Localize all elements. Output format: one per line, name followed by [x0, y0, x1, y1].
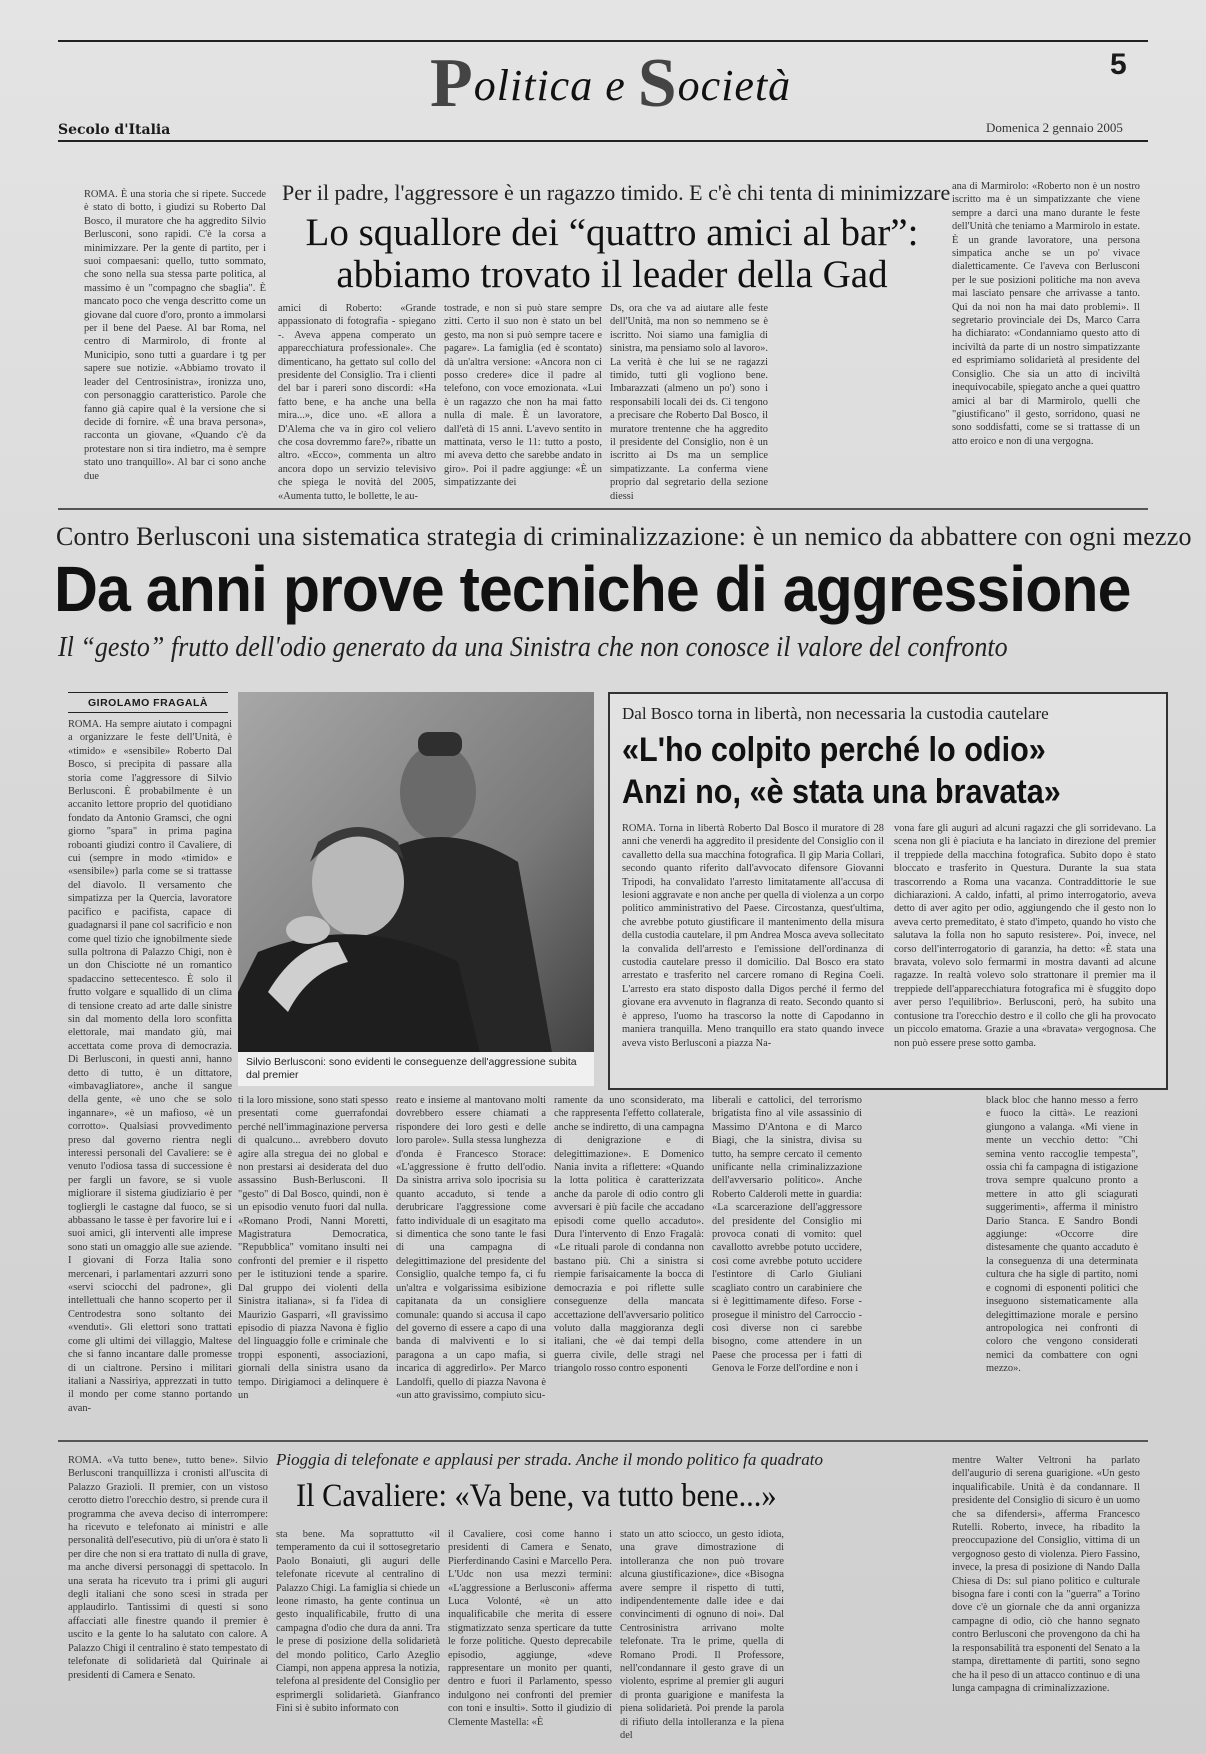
- story1-headline-line-2: abbiamo trovato il leader della Gad: [336, 253, 888, 296]
- main-column-1: ROMA. Ha sempre aiutato i compagni a organizzare le feste dell'Unità, è «timido» e «sensibile» Roberto Dal Bosco, si precipita di passare alla storia come l'aggressore di Silvio Berlusconi. È probabilmente è un accanito lettore proprio del quotidiano fondato da Antonio Gramsci, che ogni giorno "spara" in prima pagina roboanti giudizi contro il Cavaliere, di cui (sempre in modo «timido» e «sensibile») parla come se si trattasse del diavolo. Il versamento che simpatizza per la Quercia, lavoratore pacifico e pacifista, capace di guadagnarsi il pane col sacrificio e non come quel tizio che ignobilmente siede sulla poltrona di Palazzo Chigi, non è un don Chisciotte né un romantico spadaccino settecentesco. È solo il frutto volgare e squallido di un clima di tensione creato ad arte dalle sinistre sin dal momento della loro sconfitta elettorale, mai mandato giù, mai accettata come prova di democrazia. Di Berlusconi, in questi anni, hanno detto di tutto, è un dittatore, «imbavagliatore», anche il sangue della gente, «è uno che se solo ingannare», «è un mafioso, «è un corrotto». Qualsiasi provvedimento preso dal governo rientra negli interessi personali del Cavaliere: se è venuto l'odiosa tassa di successione è per fargli un favore, se si vuole migliorare il sistema giudiziario è per togliergli le castagne dal fuoco, se si abbassano le tasse è per favorire lui e i suoi amici, gli interventi alle imprese sono stati un omaggio alle sue aziende. I giovani di Forza Italia sono mercenari, i parlamentari azzurri sono «servi sciocchi del padrone», gli intellettuali che hanno scoperto per il Centrodestra sono soltanto dei «venduti». Gli elettori sono trattati come gli ultimi dei villaggio, Maltese che si fanno incantare dalle promesse di un cialtrone. Persino i militari italiani a Nassiriya, apprezzati in tutto il mondo per come stanno portando avan-: [68, 719, 232, 1414]
- main-subhead: Il “gesto” frutto dell'odio generato da una Sinistra che non conosce il valore del confronto: [58, 632, 1008, 663]
- author-rule-bottom: [68, 712, 228, 713]
- main-superhead: Contro Berlusconi una sistematica strategia di criminalizzazione: è un nemico da abbattere con ogni mezzo: [56, 522, 1192, 551]
- author-rule: [68, 692, 228, 693]
- story1-column-3: tostrade, e non si può stare sempre zitti. Certo il suo non è stato un bel gesto, ma non si può sempre tacere e pagare». La famiglia (ed è scontato) dà un'altra versione: «Ancora non ci posso credere» dice il padre al telefono, con voce emozionata. «Lui è un ragazzo che non ha mai fatto nulla di male. È un lavoratore, dall'età di 15 anni. L'avevo sentito in mattinata, verso le 11: tutto a posto, mi aveva detto che sarebbe andato in giro». Poi il padre aggiunge: «È un simpatizzante dei: [444, 303, 602, 489]
- photo-image: [238, 692, 594, 1086]
- story3-column-4: stato un atto sciocco, un gesto idiota, una grave dimostrazione di intolleranza che non può trovare alcuna giustificazione», dice «Bisogna avere sempre il rispetto di tutti, indipendentemente dalle idee e dai convincimenti di ognuno di noi». Dal Centrosinistra arrivano molte telefonate. Tra le prime, quella di Romano Prodi. Il Professore, nell'condannare il gesto grave di un violento, esprime al premier gli auguri di pronta guarigione e manifesta la piena solidarietà. Poi prende la parola di rifiuto della intolleranza e la piena del: [620, 1529, 784, 1742]
- box-column-1: ROMA. Torna in libertà Roberto Dal Bosco il muratore di 28 anni che venerdì ha aggredito il presidente del Consiglio con il cavalletto della sua macchina fotografica. Il gip Maria Collari, secondo quanto riferito dall'avvocato difensore Giovanni Tripodi, ha convalidato l'arresto limitatamente all'accusa di lesioni aggravate e non anche per quella di violenza a un corpo politico amministrativo del Paese. Circostanza, quest'ultima, che avrebbe potuto giustificare il mantenimento della misura della custodia cautelare, il pm Andrea Mosca aveva sollecitato la convalida dell'arresto e l'emissione dell'ordinanza di custodia cautelare presso il domicilio. Dal Bosco era stato arrestato e trasferito nel carcere romano di Regina Coeli. L'arresto era stato disposto dalla Digos perché il fermo del giovane era avvenuto in flagranza di reato. Secondo quanto si è appreso, l'uomo ha trascorso la notte di Capodanno in maniera tranquilla. Meno tranquillo era stato quando invece aveva visto Berlusconi a piazza Na-: [622, 823, 884, 1049]
- main-column-4: ramente da uno sconsiderato, ma che rappresenta l'effetto collaterale, anche se indiretto, di una campagna di denigrazione e di delegittimazione». E Domenico Nania invita a riflettere: «Quando la lotta politica è caratterizzata anche da parole di odio contro gli avversari è più facile che accadano episodi come quello accaduto». Dura l'intervento di Enzo Fragalà: «Le rituali parole di condanna non bastano più. Chi a sinistra si riempie farisaicamente la bocca di democrazia e poi riflette sulle conseguenze della mancata accettazione dell'avversario politico voluto dalla maggioranza degli italiani, che «è dai tempi della guerra civile, delle stragi nel triangolo rosso contro esponenti: [554, 1095, 704, 1375]
- box-headline-line-1: «L'ho colpito perché lo odio»: [622, 731, 1046, 769]
- story1-bottom-rule: [58, 508, 1148, 510]
- main-column-5: liberali e cattolici, del terrorismo brigatista fino al vile assassinio di Massimo D'Antona e di Marco Biagi, che la sinistra, divisa su tutto, ha sempre cercato il cemento unificante nella criminalizzazione dell'avversario politico». Anche Roberto Calderoli mette in guardia: «La scarcerazione dell'aggressore del presidente del Consiglio mi provoca conati di vomito: quel cavallotto avrebbe potuto uccidere, così come avrebbe potuto uccidere l'estintore di Carlo Giuliani scagliato contro un carabiniere che si è legittimamente difeso. Forse - prosegue il ministro del Carroccio - così diverse non ci sarebbe bisogno, come attendere in un Paese che processa per i fatti di Genova le Forze dell'ordine e non i: [712, 1095, 862, 1375]
- story1-column-2: amici di Roberto: «Grande appassionato di fotografia - spiegano -. Aveva appena comperato un apparecchiatura professionale». Che dimenticano, ha gettato sul collo del presidente del Consiglio. Tra i clienti del bar i pareri sono discordi: «Ha fatto bene, e ha anche una bella mira...», dice uno. «E allora a D'Alema che va in giro col veliero che cosa dovremmo fare?», ribatte un altro. «Ecco», commenta un altro ancora dopo un servizio televisivo che spiega le novità del 2005, «Aumenta tutto, le bollette, le au-: [278, 303, 436, 502]
- story3-column-3: il Cavaliere, così come hanno i presidenti di Camera e Senato, Pierferdinando Casini e Marcello Pera. L'Udc non usa mezzi termini: «L'aggressione a Berlusconi» afferma Luca Volonté, «è un atto inqualificabile che merita di essere stigmatizzato senza sperticare da tutte le forze politiche. Questo deprecabile episodio, aggiunge, «deve rappresentare un monito per quanti, dentro e fuori il Parlamento, spesso indulgono nei confronti del premier con toni e insulti». Sotto il giudizio di Clemente Mastella: «È: [448, 1529, 612, 1728]
- story3-column-1: ROMA. «Va tutto bene», tutto bene». Silvio Berlusconi tranquillizza i cronisti all'uscita di Palazzo Grazioli. Il premier, con un vistoso cerotto dietro l'orecchio destro, si prende cura il programma che aveva deciso di interrompere: ha ricevuto e telefonato ai ministri e alle personalità dell'esecutivo, più di un'ora è stato lì per dire che non si era trattato di nulla di grave, ma anche diversi personaggi di spettacolo. In una serata ha ricevuto tra i primi gli auguri degli italiani che sono scesi in strada per applaudirlo. Tantissimi di questi si sono affacciati alle finestre quando il premier è uscito e la gente lo ha salutato con calore. A Palazzo Chigi il centralino è stato tempestato di telefonate di solidarietà dal Quirinale ai presidenti di Camera e Senato.: [68, 1455, 268, 1681]
- story1-headline-line-1: Lo squallore dei “quattro amici al bar”:: [305, 211, 919, 254]
- berlusconi-photo: [238, 692, 594, 1086]
- story1-headline: [282, 212, 942, 296]
- story3-headline: Il Cavaliere: «Va bene, va tutto bene...»: [296, 1478, 777, 1514]
- main-column-3: reato e insieme al mantovano molti dovrebbero essere chiamati a rispondere dei loro gesti e delle loro parole». Sulla stessa lunghezza d'onda è Francesco Storace: «L'aggressione è frutto dell'odio. Da sinistra arriva solo ipocrisia su quanto accaduto, si tende a derubricare l'aggressione come fatto individuale di un esagitato ma si dimentica che sono tante le fasi di una campagna di delegittimazione del presidente del Consiglio, qualche tempo fa, ci fu un'altra e volgarissima esibizione capitanata da un consigliere comunale: quando si accusa il capo del governo di essere a capo di una banda di malviventi e lo si paragona a un capo mafia, si incarica di aggredirlo». Per Marco Landolfi, quello di piazza Navona è «un atto gravissimo, compiuto sicu-: [396, 1095, 546, 1401]
- main-column-6: black bloc che hanno messo a ferro e fuoco la città». Le reazioni giungono a valanga. «Mi viene in mente un vecchio detto: "Chi semina vento raccoglie tempesta", ossia chi fa campagna di istigazione trova sempre qualcuno pronto a mettere in atto gli sciagurati suggerimenti», afferma il ministro Dario Stanca. E Sandro Bondi aggiunge: «Occorre dire distesamente che quanto accaduto è la conseguenza di una determinata cultura che ha sigle di partito, nomi e cognomi di esponenti politici che inseguono sistematicamente alla delegittimazione morale e persino antropologica nei confronti di coloro che vengono considerati nemici da combattere con ogni mezzo».: [986, 1095, 1138, 1375]
- main-column-2: ti la loro missione, sono stati spesso presentati come guerrafondai perché nell'immaginazione perversa di qualcuno... avrebbero dovuto agire alla stregua dei no global e non prestarsi ai desiderata del duo assassino Bush-Berlusconi. Il "gesto" di Dal Bosco, quindi, non è un episodio venuto fuori dal nulla. «Romano Prodi, Nanni Moretti, Magistratura Democratica, "Repubblica" vomitano insulti nei confronti del premier e il rispetto per le istituzioni tende a sparire. Dal gruppo dei violenti della Sinistra italiana», si fa l'idea di Maurizio Gasparri, «Il gravissimo episodio di piazza Navona è figlio del linguaggio folle e criminale che troppi esponenti, associazioni, giornali della sinistra usano da tempo. Dirigiamoci a delinquere è un: [238, 1095, 388, 1401]
- story1-column-1: ROMA. È una storia che si ripete. Succede è stato di botto, i giudizi su Roberto Dal Bosco, il muratore che ha aggredito Silvio Berlusconi, sono rapidi. C'è la corsa a minimizzare. Per la gente di partito, per i suoi compaesani: quello, tutto sommato, che sono nella sua stessa parte politica, al massimo è un "compagno che sbaglia". È mancato poco che venga descritto come un giovane dal cuore d'oro, pronto a immolarsi per il bene del Paese. Al bar Roma, nel centro di Marmirolo, di fronte al Municipio, sono tutti a guardare i tg per sapere sue notizie. «Abbiamo trovato il leader del Centrosinistra», ironizza uno, con personaggio caratteristico. Parole che fanno già capire qual è la versione che si decide di fornire. «È una brava persona», racconta un giovane, «Quando c'è da protestare non si tira indietro, ma è sempre stato uno tranquillo». Al bar ci sono anche due: [84, 189, 266, 482]
- main-headline: Da anni prove tecniche di aggressione: [54, 553, 1131, 625]
- box-kicker: Dal Bosco torna in libertà, non necessaria la custodia cautelare: [622, 704, 1049, 723]
- release-box: [608, 692, 1168, 1090]
- box-column-2: vona fare gli auguri ad alcuni ragazzi che gli sorridevano. La scena non gli è piaciuta e ha lanciato in direzione del premier il treppiede della macchina fotografica. Subito dopo è stato bloccato e trasferito in Questura. Durante la sua stata trascorrendo a Roma una vacanza. Contraddittorie le sue dichiarazioni. A caldo, infatti, al primo interrogatorio, aveva detto di aver agito per odio, aggiungendo che il gesto non lo aveva certo premeditato, è stato d'impeto, quando ho visto che salutava la folla non ho saputo resistere». Poi, invece, nel corso dell'interrogatorio di garanzia, ha detto: «È stata una bravata, volevo solo fermarmi in mostra davanti ad alcune ragazze. In realtà volevo solo strattonare il premier ma il treppiede dell'apparecchiatura fotografica mi è sfuggito dopo aver perso l'equilibrio». Berlusconi, però, ha subito una contusione tra l'orecchio destro e il collo che gli ha provocato un piccolo ematoma. Grazie a una «bravata» vergognosa. Che non può essere prese sotto gamba.: [894, 823, 1156, 1049]
- story3-column-5: mentre Walter Veltroni ha parlato dell'augurio di serena guarigione. «Un gesto inqualificabile. Unità è da condannare. Il presidente del Consiglio di sicuro è un uomo che sa difendersi», afferma Francesco Rutelli. Roberto, invece, ha ribadito la preoccupazione del Consiglio, vittima di un vergognoso gesto di violenza. Piero Fassino, invece, la presa di posizione di Nando Dalla Chiesa di Ds: sul piano politico e culturale bisogna fare i conti con la "guerra" a Torino dove c'è un giornale che da anni organizza campagne di odio, ciò che hanno segnato contro Berlusconi che provengono da chi ha la responsabilità tra esponenti del Senato a la stampa, direttamente di partiti, sono segno che ha il peso di un attacco continuo e di una lunga campagna di criminalizzazione.: [952, 1455, 1140, 1694]
- main-bottom-rule: [58, 1440, 1148, 1442]
- story3-column-2: sta bene. Ma soprattutto «il temperamento da cui il sottosegretario Paolo Bonaiuti, gli auguri delle telefonate ricevute al centralino di Palazzo Chigi. La famiglia si chiede un leone rimasto, ha gente continua un gesto inqualificabile, frutto di una campagna d'odio che dura da anni. Tra le prese di posizione della solidarietà del mondo politico, Carlo Azeglio Ciampi, non appena appresa la notizia, telefona al presidente del Consiglio per esprimergli solidarietà. Gianfranco Fini si è subito informato con: [276, 1529, 440, 1715]
- box-headline-line-2: Anzi no, «è stata una bravata»: [622, 773, 1061, 811]
- masthead: Secolo d'Italia: [58, 122, 171, 138]
- section-title: Politica e Società: [430, 45, 792, 122]
- page-number: 5: [1110, 48, 1127, 81]
- story1-column-5: ana di Marmirolo: «Roberto non è un nostro iscritto ma è un simpatizzante che viene sempre a darci una mano durante le feste dell'Unità che teniamo a Marmirolo in estate. È un grande lavoratore, una persona simpatica anche se un po' vivace dialetticamente. Ce l'aveva con Berlusconi per le sue posizioni politiche ma non aveva mai lasciato pensare che arrivasse a tanto. Qui da noi non ha mai dato problemi». Il segretario provinciale dei Ds, Marco Carra ha dichiarato: «Condanniamo questo atto di inciviltà da parte di un nostro simpatizzante ed esprimiamo solidarietà al presidente del Consiglio. Che sia un atto di inciviltà inequivocabile, spiegato anche a quei quattro amici al bar di Marmirolo, quelli che "giustificano" il gesto, sorridono, quasi ne sono soddisfatti, come se si trattasse di un atto eroico e non di una vergogna.: [952, 181, 1140, 447]
- story1-kicker: Per il padre, l'aggressore è un ragazzo timido. E c'è chi tenta di minimizzare: [282, 180, 951, 205]
- photo-caption: Silvio Berlusconi: sono evidenti le conseguenze dell'aggressione subita dal premier: [246, 1056, 577, 1081]
- issue-date: Domenica 2 gennaio 2005: [986, 120, 1123, 135]
- story3-kicker: Pioggia di telefonate e applausi per strada. Anche il mondo politico fa quadrato: [276, 1450, 823, 1469]
- top-rule: [58, 40, 1148, 42]
- main-author: GIROLAMO FRAGALÀ: [88, 697, 208, 709]
- header-rule: [58, 140, 1148, 142]
- story1-column-4: Ds, ora che va ad aiutare alle feste dell'Unità, ma non so nemmeno se è iscritto. Noi siamo una famiglia di sinistra, ma pensiamo solo al lavoro». La verità è che lui se ne ragazzi timido, tutti gli vogliono bene. Imbarazzati (almeno un po') sono i responsabili locali dei ds. Ci tengono a precisare che Roberto Dal Bosco, il muratore trentenne che ha aggredito il presidente del Consiglio, non è un iscritto ai Ds ma un semplice simpatizzante. La conferma viene proprio dal segretario della sezione diessi: [610, 303, 768, 502]
